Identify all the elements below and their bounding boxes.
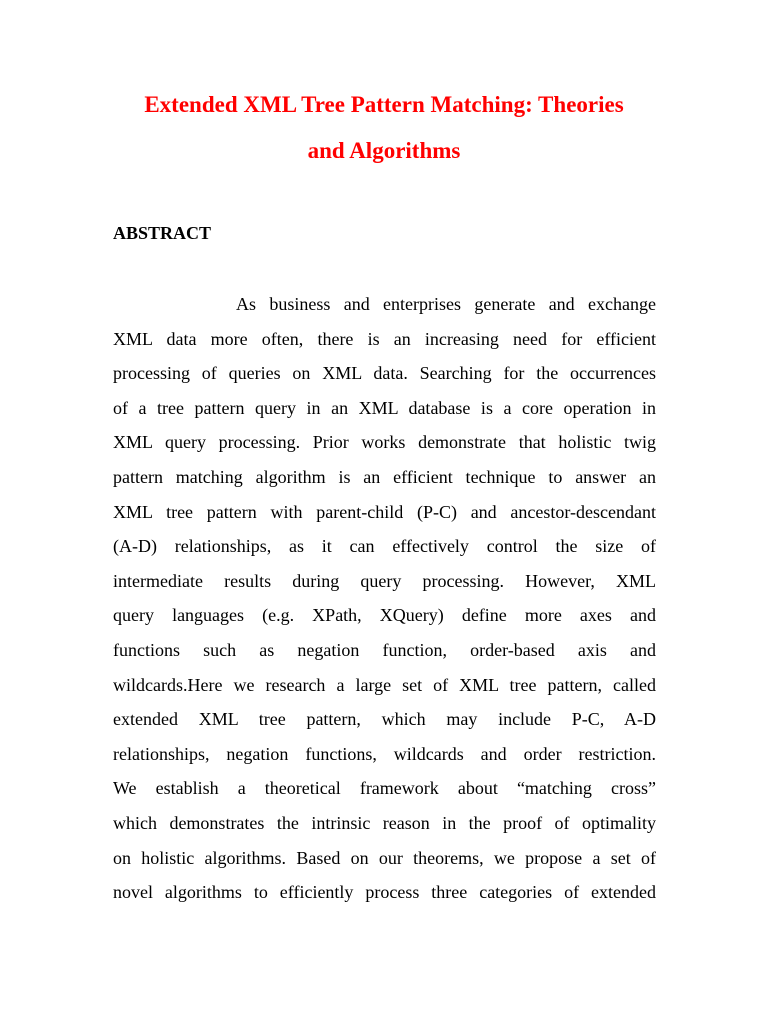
abstract-line: intermediate results during query processing. However, XML	[113, 570, 656, 591]
section-heading-abstract: ABSTRACT	[113, 223, 212, 243]
abstract-body	[113, 287, 656, 910]
abstract-line: which demonstrates the intrinsic reason in the proof of optimality	[113, 812, 656, 833]
abstract-line: pattern matching algorithm is an efficient technique to answer an	[113, 466, 656, 487]
title-line: Extended XML Tree Pattern Matching: Theories	[144, 92, 624, 117]
abstract-line: (A-D) relationships, as it can effectively control the size of	[113, 536, 656, 557]
abstract-line: relationships, negation functions, wildcards and order restriction.	[113, 743, 656, 764]
abstract-line: novel algorithms to efficiently process three categories of extended	[113, 882, 656, 903]
abstract-line: query languages (e.g. XPath, XQuery) define more axes and	[113, 605, 656, 626]
abstract-line: XML query processing. Prior works demonstrate that holistic twig	[113, 432, 656, 453]
abstract-line: wildcards.Here we research a large set of XML tree pattern, called	[113, 674, 656, 695]
abstract-line: of a tree pattern query in an XML database is a core operation in	[113, 397, 656, 418]
abstract-line: functions such as negation function, order-based axis and	[113, 639, 656, 660]
abstract-line: on holistic algorithms. Based on our theorems, we propose a set of	[113, 847, 656, 868]
document-title	[100, 82, 668, 174]
title-line: and Algorithms	[307, 138, 461, 163]
abstract-line: extended XML tree pattern, which may include P-C, A-D	[113, 709, 656, 730]
abstract-line: XML data more often, there is an increasing need for efficient	[113, 328, 656, 349]
abstract-line: As business and enterprises generate and exchange	[236, 294, 656, 314]
abstract-line: XML tree pattern with parent-child (P-C) and ancestor-descendant	[113, 501, 656, 522]
abstract-line: processing of queries on XML data. Searching for the occurrences	[113, 363, 656, 384]
abstract-line: We establish a theoretical framework about “matching cross”	[113, 778, 656, 799]
